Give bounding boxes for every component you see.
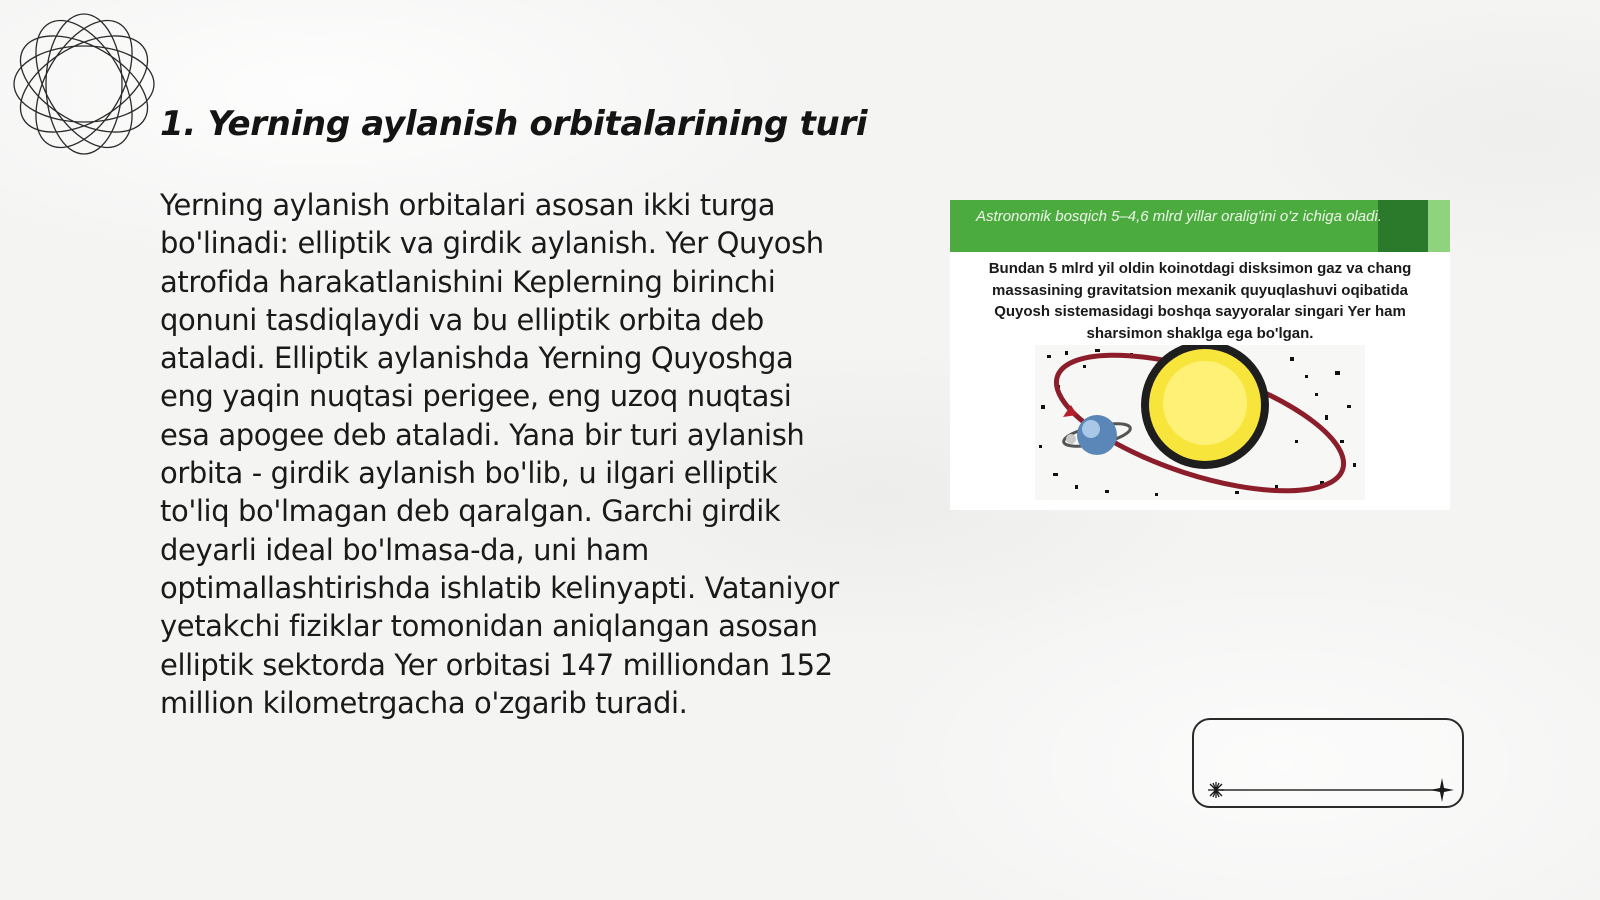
body-paragraph: Yerning aylanish orbitalari asosan ikki turga bo'linadi: elliptik va girdik aylanish. Yer Quyosh atrofida harakatlanishini Keplerning birinchi qonuni tasdiqlaydi va bu elliptik orbita deb ataladi. Elliptik aylanishda Yerning Quyoshga eng yaqin nuqtasi perigee, eng uzoq nuqtasi esa apogee deb ataladi. Yana bir turi aylanish orbita - girdik aylanish bo'lib, u ilgari elliptik to'liq bo'lmagan deb qaralgan. Garchi girdik deyarli ideal bo'lmasa-da, uni ham optimallashtirishda ishlatib kelinyapti. Vataniyor yetakchi fiziklar tomonidan aniqlangan asosan elliptik sektorda Yer orbitasi 147 milliondan 152 million kilometrgacha o'zgarib turadi. [160, 188, 839, 720]
figure-caption: Bundan 5 mlrd yil oldin koinotdagi disksimon gaz va chang massasining gravitatsion mexanik quyuqlashuvi oqibatida Quyosh sistemasidagi boshqa sayyoralar singari Yer ham sharsimon shaklga ega bo'lgan. [988, 260, 1412, 342]
starburst-icon [1208, 782, 1224, 798]
circular-line-ornament-icon [10, 10, 158, 158]
slide-title: 1. Yerning aylanish orbitalarining turi [160, 104, 868, 144]
moon-icon [1066, 434, 1076, 444]
solar-system-illustration [1035, 345, 1365, 500]
header-dark-block [1378, 200, 1428, 252]
figure-header-bar [950, 200, 1450, 252]
figure-header-text: Astronomik bosqich 5–4,6 mlrd yillar oralig'ini o'z ichiga oladi. [976, 208, 1382, 225]
astronomy-figure [950, 200, 1450, 510]
timeline-line [1194, 720, 1466, 810]
header-light-strip [1428, 200, 1450, 252]
decorative-timeline-box [1192, 718, 1464, 808]
sparkle-star-icon [1430, 778, 1454, 802]
